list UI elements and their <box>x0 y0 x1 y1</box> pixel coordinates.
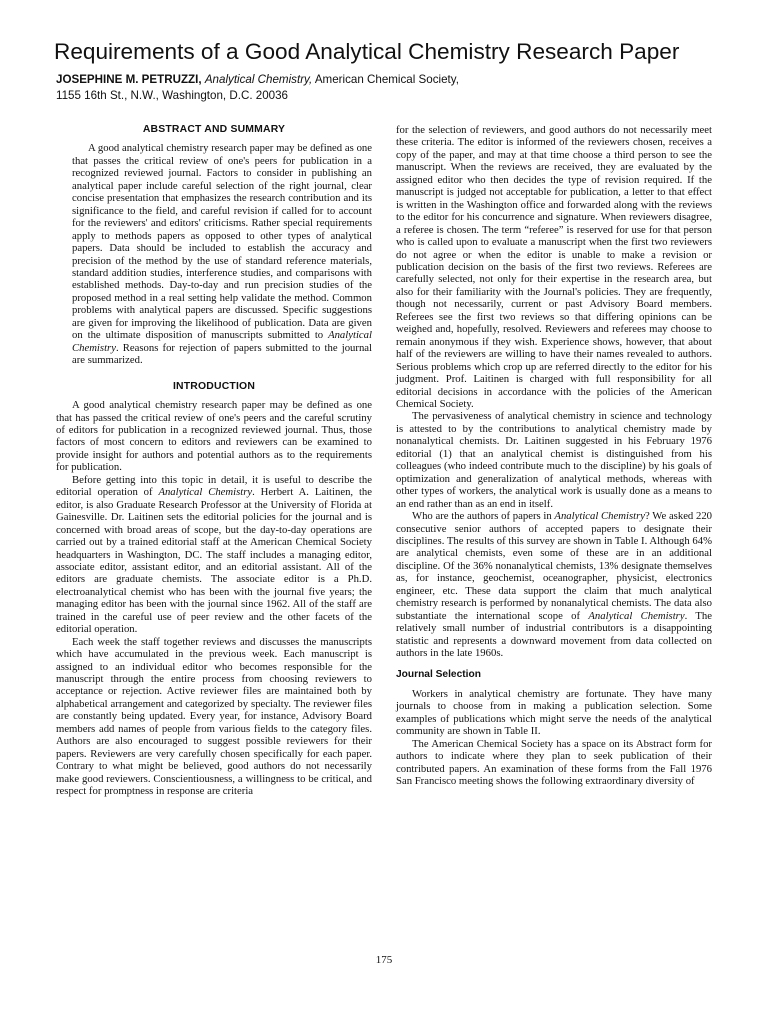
author-journal: Analytical Chemistry, <box>204 73 313 86</box>
intro-paragraph-1: A good analytical chemistry research paper may be defined as one that has passed the critical review of one's peers and the careful scrutiny of editors for publication in a recognized reviewed journal. Thus, those factors of most concern to editors and reviewers can be examined to provide insight for authors and potential authors as to the requirements for publication. <box>56 399 372 474</box>
workers-paragraph: Workers in analytical chemistry are fortunate. They have many journals to choose from in making a publication selection. Some examples of publications which might serve the needs of the analytical community are shown in Table II. <box>396 687 712 738</box>
journal-selection-heading: Journal Selection <box>396 669 481 681</box>
left-column <box>56 124 372 798</box>
intro-paragraph-3: Each week the staff together reviews and discusses the manuscripts which have accumulated in the previous week. Each manuscript is assigned to an individual editor who becomes responsible for the manuscript through the entire process from choosing reviewers to acceptance or rejection. Active reviewer files are maintained both by alphabetical arrangement and categorized by specialty. The reviewer files are constantly being updated. Every year, for instance, Advisory Board members add names of people from various fields to the category files. Authors are also encouraged to suggest possible reviewers for their papers. Reviewers are very carefully chosen specifically for each paper. Contrary to what might be believed, good authors do not necessarily make good reviewers. Conscientiousness, a willingness to be critical, and respect for promptness in response are criteria <box>56 635 372 798</box>
author-affiliation: American Chemical Society, <box>314 73 459 86</box>
authors-paragraph: Who are the authors of papers in Analytical Chemistry? We asked 220 consecutive senior authors of accepted papers to designate their disciplines. The results of this survey are shown in Table I. Although 64% are analytical chemists, even some of these are in an additional discipline. Of the 36% nonanalytical chemists, 13% designate themselves as, for instance, geochemist, oceanographer, physicist, electronics engineer, etc. These data support the claim that much analytical chemistry research is performed by nonanalytical chemists. The data also substantiate the international scope of Analytical Chemistry. The relatively small number of industrial contributors is a disappointing statistic and represents a downward movement from data collected on authors in the late 1960s. <box>396 510 713 660</box>
pervasiveness-paragraph: The pervasiveness of analytical chemistry in science and technology is attested to by the contributions to analytical chemistry made by nonanalytical chemists. Dr. Laitinen suggested in his February 1976 editorial (1) that an analytical chemist is distinguished from his colleagues (who indeed contribute much to the discipline) by his goals of optimization and generalization of analytical methods, whereas with other types of workers, the analytical work is usually done as a means to an end rather than as an end in itself. <box>396 410 712 510</box>
author-block <box>56 72 736 104</box>
introduction-heading: INTRODUCTION <box>172 380 256 392</box>
paper-title: Requirements of a Good Analytical Chemistry Research Paper <box>54 39 680 64</box>
right-column <box>396 124 712 788</box>
acs-paragraph: The American Chemical Society has a space on its Abstract form for authors to indicate where they plan to seek publication of their contributed papers. An examination of these forms from the Fall 1976 San Francisco meeting shows the following extraordinary diversity of <box>396 737 712 788</box>
page-number: 175 <box>375 954 393 966</box>
author-name: JOSEPHINE M. PETRUZZI, <box>56 73 202 86</box>
author-address: 1155 16th St., N.W., Washington, D.C. 20036 <box>56 89 288 102</box>
abstract-paragraph: A good analytical chemistry research paper may be defined as one that passes the critical review of one's peers for publication in a recognized reviewed journal. Factors to consider in publishing an analytical paper include careful selection of the right journal, clear concise presentation that emphasizes the research contribution and its significance to the field, and careful revision if called for to account for the reviewers' and editors' criticisms. Rather special requirements apply to methods papers as opposed to other types of analytical papers. Data should be included to establish the accuracy and precision of the method by the use of standard reference materials, standard addition studies, interference studies, and comparisons with established methods. Day-to-day and run precision studies of the proposed method in a real setting help validate the method. Common problems with analytical papers are discussed. Specific suggestions are given for improving the likelihood of publication. Data are given on the ultimate disposition of manuscripts submitted to Analytical Chemistry. Reasons for rejection of papers submitted to the journal are summarized. <box>72 142 372 367</box>
abstract-body <box>56 142 372 366</box>
continued-paragraph: for the selection of reviewers, and good authors do not necessarily meet these criteria. The editor is informed of the reviewers chosen, receives a copy of the paper, and may at that time choose a third person to see the manuscript. When the reviews are received, they are evaluated by the assigned editor who then decides the type of revision required. If the manuscript is judged not acceptable for publication, a letter to that effect is written in the Washington office and forwarded along with the reviews to the editor for his concurrence and signature. When reviewers disagree, a referee is chosen. The term “referee” is reserved for use for that person who is called upon to evaluate a manuscript when the first two reviewers do not agree or when the editor is unable to make a revision or publication decision on the basis of the first two reviews. Referees are carefully selected, not only for their expertise in the research area, but also for their familiarity with the Journal's policies. They are frequently, though not necessarily, current or past Advisory Board members. Referees see the first two reviews so that differing opinions can be weighed and, hopefully, resolved. Reviewers and referees may choose to remain anonymous if they wish. Experience shows, however, that about half of the reviewers are willing to have their names revealed to authors. Serious problems which crop up are referred directly to the editor for his judgment. Prof. Laitinen is charged with full responsibility for all editorial decisions in accordance with the policies of the American Chemical Society. <box>396 124 712 410</box>
abstract-heading: ABSTRACT AND SUMMARY <box>142 124 286 135</box>
intro-paragraph-2: Before getting into this topic in detail, it is useful to describe the editorial operation of Analytical Chemistry. Herbert A. Laitinen, the editor, is also Graduate Research Professor at the University of Florida at Gainesville. Dr. Laitinen sets the editorial policies for the journal and is concerned with broad areas of scope, but the day-to-day operations are carried out by a trained editorial staff at the American Chemical Society headquarters in Washington, DC. The staff includes a managing editor, associate editor, assistant editor, and an editorial assistant. All of the editors are graduate chemists. The associate editor is a Ph.D. electroanalytical chemist who has been with the journal five years; the managing editor has been with the journal since 1962. All of the staff are trained in the careful use of peer review and the other facets of the editorial operation. <box>56 473 373 636</box>
